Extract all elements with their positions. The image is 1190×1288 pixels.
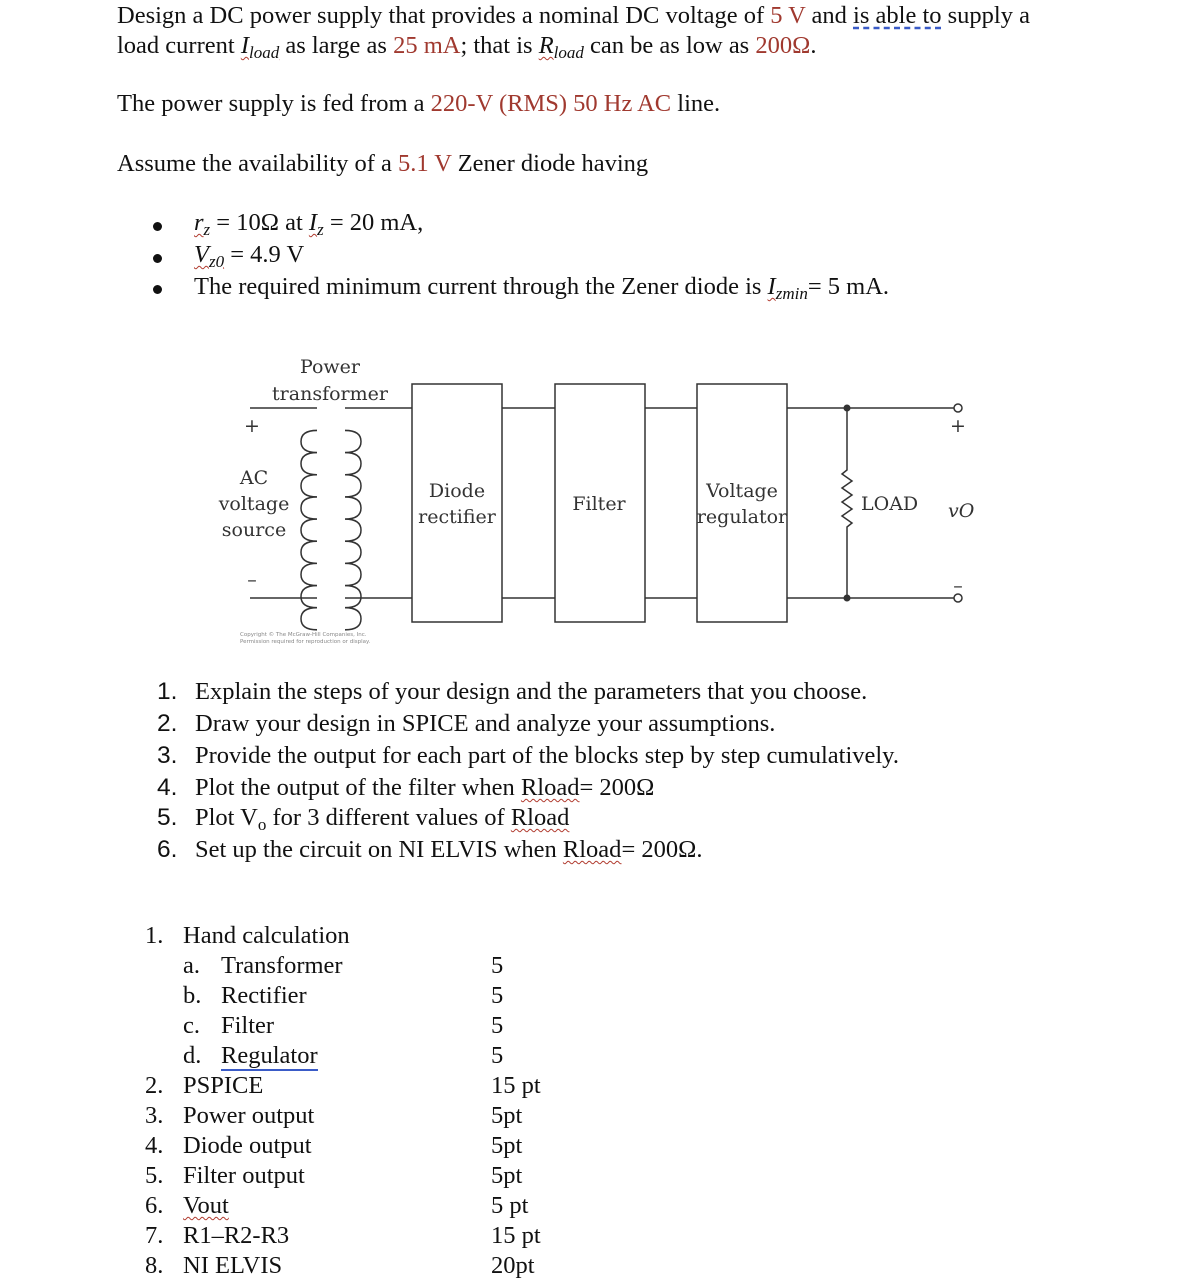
zener-voltage: 5.1 V — [398, 150, 452, 177]
output-terminal-plus — [954, 404, 962, 412]
label-vo: vO — [948, 500, 975, 522]
rubric-points: 5pt — [491, 1162, 523, 1189]
rubric-row — [145, 1041, 565, 1071]
vz0-symbol — [194, 241, 225, 271]
bullet-text: = 20 mA, — [323, 209, 424, 236]
bullet-2 — [194, 240, 304, 272]
label-load: LOAD — [861, 493, 919, 515]
rubric-label: Filter output — [183, 1162, 305, 1189]
task-number: 3. — [157, 742, 178, 769]
bullet-3 — [194, 272, 889, 304]
bullet-1 — [194, 208, 423, 240]
task-text: = 200Ω — [579, 774, 655, 801]
rload-symbol — [538, 32, 584, 62]
rubric-row — [145, 1221, 565, 1251]
symbol-main: V — [194, 241, 209, 268]
task-text: Set up the circuit on NI ELVIS when — [195, 836, 563, 863]
rubric-points: 15 pt — [491, 1222, 541, 1249]
task-text: Provide the output for each part of the blocks step by step cumulatively. — [195, 742, 899, 769]
task-number: 4. — [157, 774, 178, 801]
rubric-label: Diode output — [183, 1132, 312, 1159]
diode-rectifier-block — [412, 384, 502, 622]
task-item — [157, 835, 899, 865]
rubric-label: Transformer — [221, 952, 343, 979]
label-source: source — [221, 519, 287, 541]
intro-text: and — [805, 2, 854, 29]
voltage-value: 5 V — [770, 2, 806, 29]
task-list — [157, 677, 899, 865]
intro-text: . — [810, 32, 817, 59]
rubric-row — [145, 981, 565, 1011]
rubric-row — [145, 921, 565, 951]
ac-spec: 220-V (RMS) 50 Hz AC — [430, 90, 672, 117]
out-plus-sign: + — [950, 415, 966, 437]
label-ac: AC — [239, 467, 269, 489]
rubric-points: 5 — [491, 1042, 504, 1069]
rubric-points: 5pt — [491, 1102, 523, 1129]
rubric-number: 8. — [145, 1252, 164, 1279]
symbol-sub: z — [203, 220, 211, 239]
rload-symbol: Rload — [520, 774, 580, 801]
label-voltage: voltage — [218, 493, 290, 515]
intro-text: as large as — [279, 32, 394, 59]
intro-text: supply a — [941, 2, 1030, 29]
rubric-row — [145, 1011, 565, 1041]
load-resistor-icon — [842, 408, 852, 598]
rubric-points: 5 — [491, 982, 504, 1009]
bullet-text: The required minimum current through the Zener diode is — [194, 273, 768, 300]
bullet-text: = 5 mA. — [807, 273, 890, 300]
rubric-number: c. — [183, 1012, 200, 1039]
rubric-number: 7. — [145, 1222, 164, 1249]
rubric-points: 20pt — [491, 1252, 535, 1279]
rubric-number: 5. — [145, 1162, 164, 1189]
rubric-number: a. — [183, 952, 200, 979]
copyright-line-1: Copyright © The McGraw-Hill Companies, Inc. — [240, 632, 367, 638]
bullet-dot — [153, 222, 162, 231]
task-item — [157, 803, 899, 835]
symbol-sub: z — [317, 220, 324, 239]
intro-line-2 — [117, 31, 816, 63]
rubric-label: Regulator — [221, 1042, 318, 1069]
ac-plus-sign: + — [244, 415, 260, 437]
feed-line — [117, 89, 720, 119]
grammar-flag: is able to — [853, 2, 942, 29]
rubric-label: PSPICE — [183, 1072, 264, 1099]
task-text: Plot the output of the filter when — [195, 774, 521, 801]
primary-coil — [301, 430, 317, 629]
intro-text: Design a DC power supply that provides a nominal DC voltage of — [117, 2, 771, 29]
grading-rubric — [145, 921, 565, 1281]
intro-line-1 — [117, 1, 1030, 31]
bullet-dot — [153, 285, 162, 294]
rubric-points: 15 pt — [491, 1072, 541, 1099]
task-text: Plot V — [195, 804, 258, 831]
task-text: for 3 different values of — [266, 804, 511, 831]
symbol-main: I — [240, 32, 249, 59]
symbol-sub: load — [553, 43, 584, 62]
iz-symbol — [308, 209, 324, 239]
rubric-row — [145, 951, 565, 981]
rubric-label: Hand calculation — [183, 922, 350, 949]
rubric-label: Filter — [221, 1012, 275, 1039]
rubric-number: 4. — [145, 1132, 164, 1159]
rubric-points: 5pt — [491, 1132, 523, 1159]
bullet-dot — [153, 254, 162, 263]
symbol-main: I — [308, 209, 318, 236]
rubric-label: NI ELVIS — [183, 1252, 283, 1279]
copyright-line-2: Permission required for reproduction or display. — [240, 639, 371, 645]
label-regulator: regulator — [696, 506, 788, 528]
task-item — [157, 677, 899, 707]
out-minus-sign: – — [953, 575, 963, 597]
task-text: = 200Ω. — [621, 836, 703, 863]
rubric-number: b. — [183, 982, 202, 1009]
rubric-points: 5 pt — [491, 1192, 529, 1219]
label-power: Power — [299, 356, 361, 378]
rubric-points: 5 — [491, 1012, 504, 1039]
voltage-regulator-block — [697, 384, 787, 622]
symbol-sub: zmin — [775, 284, 808, 303]
power-supply-block-diagram — [0, 340, 1190, 660]
rubric-row — [145, 1131, 565, 1161]
resistance-value: 200Ω — [755, 32, 811, 59]
task-number: 2. — [157, 710, 178, 737]
symbol-main: I — [767, 273, 776, 300]
rubric-number: 1. — [145, 922, 164, 949]
rubric-label: Rectifier — [221, 982, 307, 1009]
rload-symbol: Rload — [510, 804, 570, 831]
izmin-symbol — [767, 273, 808, 303]
symbol-sub: load — [248, 43, 280, 62]
task-number: 6. — [157, 836, 178, 863]
label-diode: Diode — [428, 480, 486, 502]
symbol-main: R — [538, 32, 554, 59]
rubric-row — [145, 1191, 565, 1221]
rubric-label: Vout — [183, 1192, 229, 1219]
assume-text: Assume the availability of a — [117, 150, 398, 177]
label-voltage-reg: Voltage — [706, 480, 778, 502]
ac-minus-sign: – — [247, 569, 257, 591]
rubric-number: 3. — [145, 1102, 164, 1129]
intro-text: ; that is — [460, 32, 539, 59]
task-item — [157, 709, 899, 739]
task-item — [157, 773, 899, 803]
rubric-row — [145, 1161, 565, 1191]
label-rectifier: rectifier — [418, 506, 496, 528]
vo-subscript: o — [257, 815, 267, 834]
rubric-points: 5 — [491, 952, 504, 979]
rz-symbol — [194, 209, 211, 239]
assume-text: Zener diode having — [451, 150, 649, 177]
feed-text: The power supply is fed from a — [117, 90, 431, 117]
task-number: 1. — [157, 678, 178, 705]
intro-text: load current — [117, 32, 241, 59]
rload-symbol: Rload — [562, 836, 622, 863]
current-value: 25 mA — [393, 32, 461, 59]
intro-text: can be as low as — [583, 32, 756, 59]
rubric-label: Power output — [183, 1102, 315, 1129]
feed-text: line. — [671, 90, 721, 117]
secondary-coil — [345, 430, 361, 629]
task-number: 5. — [157, 804, 178, 831]
assume-line — [117, 149, 648, 179]
iload-symbol — [240, 32, 280, 62]
symbol-sub: z0 — [208, 252, 225, 271]
symbol-main: r — [194, 209, 204, 236]
rubric-row — [145, 1251, 565, 1281]
task-text: Draw your design in SPICE and analyze your assumptions. — [195, 710, 776, 737]
rubric-number: 6. — [145, 1192, 164, 1219]
rubric-number: d. — [183, 1042, 202, 1069]
label-transformer: transformer — [272, 383, 388, 405]
task-text: Explain the steps of your design and the parameters that you choose. — [195, 678, 868, 705]
task-item — [157, 741, 899, 771]
label-filter: Filter — [572, 493, 626, 515]
rubric-row — [145, 1101, 565, 1131]
rubric-label: R1–R2-R3 — [183, 1222, 290, 1249]
rubric-number: 2. — [145, 1072, 164, 1099]
bullet-text: = 4.9 V — [224, 241, 305, 268]
bullet-text: = 10Ω at — [210, 209, 309, 236]
rubric-row — [145, 1071, 565, 1101]
